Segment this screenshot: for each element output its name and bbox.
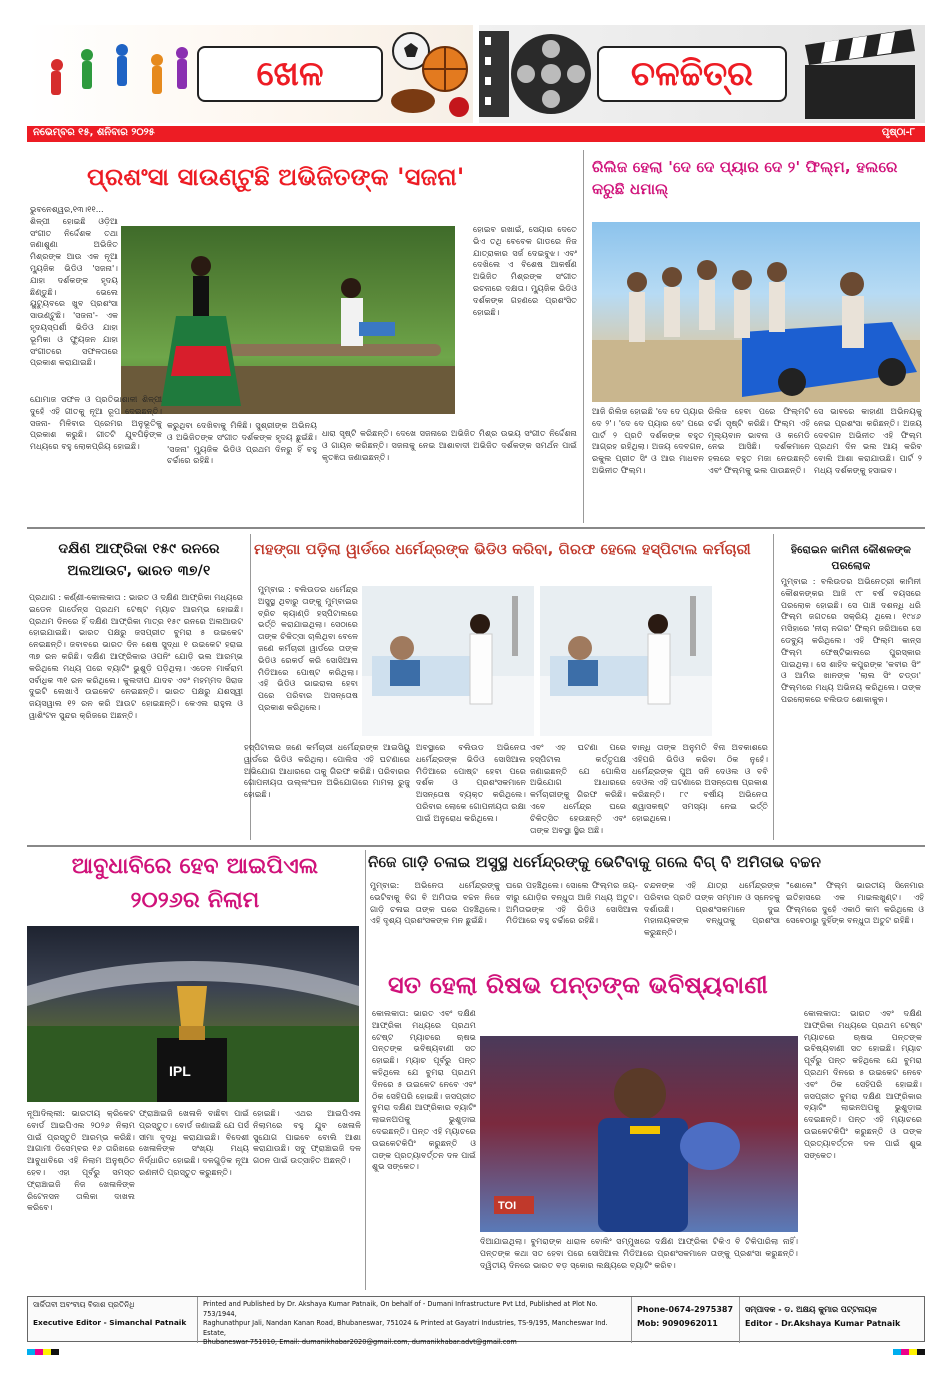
cricket-ball-icon bbox=[449, 97, 469, 117]
dede-story bbox=[588, 150, 925, 523]
footer-printer bbox=[198, 1297, 632, 1346]
pant-text-right: କୋଲକାତା: ଭାରତ ଏବଂ ଦକ୍ଷିଣ ଆଫ୍ରିକା ମଧ୍ୟରେ ପ୍ରଥମ ଟେଷ୍ଟ ମ୍ୟାଚରେ ଋଷଭ ପନ୍ତଙ୍କ ଭବିଷ୍ୟବାଣୀ ସତ ହୋଇଛି। ମ୍ୟାଚ ପୂର୍ବରୁ ପନ୍ତ କହିଥିଲେ ଯେ ବୁମରା ପ୍ରଥମ ଦିନରେ ୫ ଉଇକେଟ ନେବେ ଏବଂ ଠିକ ସେହିପରି ହୋଇଛି। ଜସପ୍ରୀତ ବୁମରା ଦକ୍ଷିଣ ଆଫ୍ରିକାର ବ୍ୟାଟିଂ ଲାଇନଅପକୁ ଭୁଶୁଡ଼ାଇ ଦେଇଛନ୍ତି। ପନ୍ତ ଏହି ମ୍ୟାଚରେ ଉଇକେଟକିପିଂ କରୁଛନ୍ତି ଓ ତାଙ୍କ ପ୍ରତ୍ୟାବର୍ତ୍ତନ ଦଳ ପାଇଁ ଶୁଭ ସଙ୍କେତ। bbox=[804, 1008, 922, 1160]
cricket-headline: ଦକ୍ଷିଣ ଆଫ୍ରିକା ୧୫୯ ରନରେ ଅଲଆଉଟ, ଭାରତ ୩୭/୧ bbox=[58, 541, 220, 579]
ipl-trophy-photo bbox=[27, 926, 359, 1102]
dede-headline: ରିଲିଜ ହେଲା 'ଦେ ଦେ ପ୍ୟାର ଦେ ୨' ଫିଲ୍ମ, ହଲରେ କରୁଛି ଧମାଲ୍ bbox=[592, 158, 898, 198]
ipl-story bbox=[27, 850, 362, 1290]
amitabh-col1: ମୁମ୍ବାଇ: ଅଭିନେତା ଧର୍ମେନ୍ଦ୍ରଙ୍କୁ ଭେଟିବାକୁ ବିଗ ବି ଅମିତାଭ ବଚ୍ଚନ ନିଜେ ଗାଡ଼ି ଚଳାଇ ତାଙ୍କ ଘରେ ପହଞ୍ଚିଥିଲେ। ଏହି ଦୃଶ୍ୟ ପ୍ରଶଂସକଙ୍କ ମନ ଛୁଇଁଛି। bbox=[370, 880, 500, 926]
dede-poster bbox=[592, 222, 920, 402]
amitabh-col2: ଘରେ ପହଞ୍ଚିଥିଲେ। ସୋଲେ ଫିଲ୍ମର ଜୟ-ବୀରୁ ଯୋଡ଼ିର ବନ୍ଧୁତା ଆଜି ମଧ୍ୟ ଅତୁଟ। ଅମିତାଭଙ୍କ ଏହି ଭିଡିଓ ସୋସିଆଲ ମିଡିଆରେ ବହୁ ଚର୍ଚ୍ଚାରେ ରହିଛି। bbox=[506, 880, 638, 926]
dharmendra-video-headline: ମହଙ୍ଗା ପଡ଼ିଲା ୱାର୍ଡରେ ଧର୍ମେନ୍ଦ୍ରଙ୍କ ଭିଡିଓ କରିବା, ଗିରଫ ହେଲେ ହସ୍ପିଟାଲ କର୍ମଚାରୀ bbox=[254, 542, 751, 558]
ipl-col3: ହୋଇଛି। ଏଥର ଆଇପିଏଲ ନିଲାମରେ ବହୁ ଯୁବ ଖେଳାଳି ସୁଯୋଗ ପାଇବେ ବୋଲି ଆଶା କରାଯାଉଛି। ସବୁ ଫ୍ରାଞ୍ଚାଇଜି ଦଳ ଗଠନ ପାଇଁ ଉତ୍ସାହିତ ଅଛନ୍ତି। bbox=[253, 1108, 361, 1166]
amitabh-headline: ନିଜେ ଗାଡ଼ି ଚଳାଇ ଅସୁସ୍ଥ ଧର୍ମେନ୍ଦ୍ରଙ୍କୁ ଭେଟିବାକୁ ଗଲେ ବିଗ୍ ବି ଅମିତାଭ ବଚ୍ଚନ bbox=[368, 853, 822, 871]
page-number: ପୃଷ୍ଠା-୮ bbox=[881, 127, 915, 138]
footer-mobile: Mob: 9090962011 bbox=[637, 1319, 718, 1328]
footer-exec-editor: Executive Editor - Simanchal Patnaik bbox=[33, 1318, 187, 1327]
pant-text: କୋଲକାତା: ଭାରତ ଏବଂ ଦକ୍ଷିଣ ଆଫ୍ରିକା ମଧ୍ୟରେ ପ୍ରଥମ ଟେଷ୍ଟ ମ୍ୟାଚରେ ଋଷଭ ପନ୍ତଙ୍କ ଭବିଷ୍ୟବାଣୀ ସତ ହୋଇଛି। ମ୍ୟାଚ ପୂର୍ବରୁ ପନ୍ତ କହିଥିଲେ ଯେ ବୁମରା ପ୍ରଥମ ଦିନରେ ୫ ଉଇକେଟ ନେବେ ଏବଂ ଠିକ ସେହିପରି ହୋଇଛି। ଜସପ୍ରୀତ ବୁମରା ଦକ୍ଷିଣ ଆଫ୍ରିକାର ବ୍ୟାଟିଂ ଲାଇନଅପକୁ ଭୁଶୁଡ଼ାଇ ଦେଇଛନ୍ତି। ପନ୍ତ ଏହି ମ୍ୟାଚରେ ଉଇକେଟକିପିଂ କରୁଛନ୍ତି ଓ ତାଙ୍କ ପ୍ରତ୍ୟାବର୍ତ୍ତନ ଦଳ ପାଇଁ ଶୁଭ ସଙ୍କେତ। bbox=[372, 1008, 476, 1172]
footer-left bbox=[28, 1297, 198, 1343]
footer-editor-en: Editor - Dr.Akshaya Kumar Patnaik bbox=[745, 1319, 901, 1328]
sajana-lower3: ଧାରା ସୃଷ୍ଟି କରିଛନ୍ତି। ଦେଖେ ସଜନାରେ ଅଭିଜିତ ମିଶ୍ର ଉଭୟ ସଂଗୀତ ନିର୍ଦ୍ଦେଶନା ଓ ଗାୟନ କରିଛନ୍ତି। ସଜନାକୁ ନେଇ ଆଶାବାଦୀ ଅଭିଜିତ ଦର୍ଶକଙ୍କ ସମର୍ଥନ ପାଇଁ କୃତଜ୍ଞତା ଜଣାଇଛନ୍ତି। bbox=[322, 428, 577, 462]
ipl-headline: ଆବୁଧାବିରେ ହେବ ଆଇପିଏଲ ୨୦୨୬ର ନିଲାମ bbox=[71, 854, 319, 913]
printer-line-1: Printed and Published by Dr. Akshaya Kumar Patnaik, On behalf of - Dumani Infrastructure Pvt Ltd, Published at Plot No. 753/1944, bbox=[203, 1300, 598, 1318]
ipl-col2: ଫ୍ରାଞ୍ଚାଇଜି ଖେଳାଳି ବାଛିବା ପାଇଁ ପ୍ରସ୍ତୁତ। ବୋର୍ଡ ଜଣାଇଛି ଯେ ପର୍ସ ସୀମା ବୃଦ୍ଧି କରାଯାଇଛି। ବିଦେଶୀ ଖେଳାଳିଙ୍କ ସଂଖ୍ୟା ମଧ୍ୟ ନିର୍ଦ୍ଧାରିତ ହୋଇଛି। ଦଳଗୁଡ଼ିକ ନୂଆ ରଣନୀତି ପ୍ରସ୍ତୁତ କରୁଛନ୍ତି। bbox=[139, 1108, 249, 1177]
printer-line-2: Raghunathpur Jali, Nandan Kanan Road, Bhubaneswar, 751024 & Printed at Gayatri Industries, TS-9/195, Mancheswar Ind. Estate, bbox=[203, 1319, 608, 1337]
dateline-bar bbox=[27, 126, 925, 142]
dharmendra-video-col2: ହସ୍ପିଟାଲର ଜଣେ କର୍ମଚାରୀ ଧର୍ମେନ୍ଦ୍ରଙ୍କ ଆଇସିୟୁ ୱାର୍ଡରେ ଭିଡିଓ କରିଥିଲା। ପୋଲିସ ଏହି ଘଟଣାରେ ଅଭିଯୋଗ ଆଧାରରେ ତାକୁ ଗିରଫ କରିଛି। ପରିବାରର ଗୋପନୀୟତା ଉଲ୍ଲଂଘନ ଅଭିଯୋଗରେ ମାମଲା ରୁଜୁ ହୋଇଛି। bbox=[244, 742, 410, 800]
ipl-col1: ନୂଆଦିଲ୍ଲୀ: ଭାରତୀୟ କ୍ରିକେଟ ବୋର୍ଡ ଆଇପିଏଲ ୨୦୨୬ ନିଲାମ ପାଇଁ ପ୍ରସ୍ତୁତି ଆରମ୍ଭ କରିଛି। ଆଗାମୀ ଡିସେମ୍ବର ୧୬ ତାରିଖରେ ଆବୁଧାବିରେ ଏହି ନିଲାମ ଅନୁଷ୍ଠିତ ହେବ। ଏହା ପୂର୍ବରୁ ସମସ୍ତ ଫ୍ରାଞ୍ଚାଇଜି ନିଜ ଖେଳାଳିଙ୍କ ରିଟେନସନ ତାଲିକା ଦାଖଲ କରିବେ। bbox=[27, 1108, 135, 1213]
sports-banner bbox=[27, 25, 473, 123]
pant-headline: ସତ ହେଲା ରିଷଭ ପନ୍ତଙ୍କ ଭବିଷ୍ୟବାଣୀ bbox=[388, 971, 768, 999]
dharmendra-video-col4: ଏବଂ ଏହ ଘଟଣା ପରେ ହସ୍ପିଟାଲ କର୍ତ୍ତୃପକ୍ଷ ଜଣାଇଛନ୍ତି ଯେ ପୋଲିସ ଅଭିଯୋଗ ଆଧାରରେ କର୍ମଚାରୀଙ୍କୁ ଗିରଫ କରିଛି। ଏବେ ଧର୍ମେନ୍ଦ୍ର ଘରେ ଚିକିତ୍ସିତ ହେଉଛନ୍ତି ଏବଂ ତାଙ୍କ ଅବସ୍ଥା ସ୍ଥିର ଅଛି। bbox=[530, 742, 626, 835]
kamini-text: ମୁମ୍ବାଇ : ବଲିଉଡର ଅଭିନେତ୍ରୀ କାମିନୀ କୌଶଳଙ୍କର ଆଜି ୯୮ ବର୍ଷ ବୟସରେ ପରଲୋକ ହୋଇଛି। ସେ ପାଞ୍ଚ ଦଶନ୍ଧି ଧରି ଫିଲ୍ମ ଜଗତରେ ସକ୍ରିୟ ଥିଲେ। ୧୯୪୬ ମସିହାରେ 'ନୀଚା ନଗର' ଫିଲ୍ମ ଜରିଆରେ ସେ ଡେବ୍ୟୁ କରିଥିଲେ। ଏହି ଫିଲ୍ମ କାନ୍ସ ଫିଲ୍ମ ଫେଷ୍ଟିଭାଲରେ ପୁରସ୍କାର ପାଇଥିଲା। ସେ ଶାହିଦ କପୁରଙ୍କ 'କବୀର ସିଂ' ଓ ଆମିର ଖାନଙ୍କ 'ଲାଲ ସିଂ ଚଡ୍ଡା' ଫିଲ୍ମରେ ମଧ୍ୟ ଅଭିନୟ କରିଥିଲେ। ତାଙ୍କ ପରଲୋକରେ ବଲିଉଡ ଶୋକାକୁଳ। bbox=[781, 576, 921, 704]
pant-story bbox=[368, 966, 925, 1290]
issue-date: ନଭେମ୍ବର ୧୫, ଶନିବାର ୨୦୨୫ bbox=[33, 127, 155, 138]
masthead bbox=[27, 25, 925, 123]
footer-reg-label: ସାର୍କିତାବୀ ଅବଂବୀୟ ବିକାଶ ପ୍ରତିନିଧି bbox=[33, 1300, 135, 1309]
sports-balls bbox=[383, 25, 473, 123]
sajana-photo bbox=[121, 226, 455, 414]
cricket-story bbox=[27, 534, 247, 840]
dede-text1: ଆଜି ରିଲିଜ ହୋଇଛି 'ଦେ ଦେ ପ୍ୟାର ଦେ ୨'। 'ଦେ ଦେ ପ୍ୟାର ଦେ' ପରେ ପାର୍ଟ ୨ ପ୍ରତି ଦର୍ଶକଙ୍କ ବହୁତ ଆଗ୍ରହ ରହିଥିଲା। ଅଜୟ ଦେବଗନ, ରକୁଲ ପ୍ରୀତ ସିଂ ଓ ଆର ମାଧବନ ଅଭିନୀତ ଫିଲ୍ମ। bbox=[592, 406, 704, 475]
dharmendra-photo-right bbox=[540, 586, 712, 736]
amitabh-story bbox=[368, 850, 925, 962]
footer-phone: Phone-0674-2975387 bbox=[637, 1305, 734, 1314]
pant-lower: ଦିଆଯାଇଥିଲା। ବୁମରାଙ୍କ ଧାରାଳ ବୋଲିଂ ସମ୍ମୁଖରେ ଦକ୍ଷିଣ ଆଫ୍ରିକା ଟିକିଏ ବି ଟିକିପାରିଲା ନାହିଁ। ପନ୍ତଙ୍କ କଥା ସତ ହେବା ପରେ ସୋସିଆଲ ମିଡିଆରେ ପ୍ରଶଂସକମାନେ ତାଙ୍କୁ ପ୍ରଶଂସା କରୁଛନ୍ତି। ଦ୍ୱିତୀୟ ଦିନରେ ଭାରତ ବଡ଼ ସ୍କୋର ଲକ୍ଷ୍ୟରେ ବ୍ୟାଟିଂ କରିବ। bbox=[480, 1236, 798, 1270]
svg-text:IPL: IPL bbox=[169, 1063, 191, 1079]
imprint-footer bbox=[27, 1296, 925, 1346]
registration-marks bbox=[27, 1349, 925, 1355]
dede-text3: ସେ ଭାବରେ କାହାଣୀ ଅଭିନୟକୁ ନେଇ ପ୍ରଶଂସା କରିଛନ୍ତି। ଅଜୟ ଦେବଗନ ଅଭିନୀତ ଏହି ଫିଲ୍ମ ପ୍ରଥମ ଦିନ ଭଲ ଆୟ କରିବ ବୋଲି ଆଶା କରାଯାଉଛି। ପାର୍ଟ ୨ ମଧ୍ୟ ଦର୍ଶକଙ୍କୁ ହସାଇବ। bbox=[814, 406, 922, 475]
dharmendra-video-col1: ମୁମ୍ବାଇ : ବଲିଉଡର ଧର୍ମେନ୍ଦ୍ର ଅସୁସ୍ଥ ଥିବାରୁ ତାଙ୍କୁ ମୁମ୍ବାଇର ବ୍ରିଚ କ୍ୟାଣ୍ଡି ହସ୍ପିଟାଲରେ ଭର୍ତ୍ତି କରାଯାଇଥିଲା। ସେଠାରେ ତାଙ୍କ ଚିକିତ୍ସା ଚାଲିଥିବା ବେଳେ ଜଣେ କର୍ମଚାରୀ ୱାର୍ଡରେ ତାଙ୍କ ଭିଡିଓ ରେକର୍ଡ କରି ସୋସିଆଲ ମିଡିଆରେ ପୋଷ୍ଟ କରିଥିଲା। ଏହି ଭିଡିଓ ଭାଇରାଲ ହେବା ପରେ ପରିବାର ଅସନ୍ତୋଷ ପ୍ରକାଶ କରିଥିଲେ। bbox=[258, 584, 358, 712]
cricket-text: ପ୍ରଥାଗ : କର୍ଣ୍ଣୀ-କୋଲକାତା : ଭାରତ ଓ ଦକ୍ଷିଣ ଆଫ୍ରିକା ମଧ୍ୟରେ ଇଡେନ ଗାର୍ଡେନ୍ସ ପ୍ରଥମ ଟେଷ୍ଟ ମ୍ୟାଚ ଆରମ୍ଭ ହୋଇଛି। ପ୍ରଥମ ଦିନରେ ହିଁ ଦକ୍ଷିଣ ଆଫ୍ରିକା ମାତ୍ର ୧୫୯ ରନରେ ଅଲଆଉଟ ହୋଇଯାଇଛି। ଭାରତ ପକ୍ଷରୁ ଜସପ୍ରୀତ ବୁମରା ୫ ଉଇକେଟ ନେଇଛନ୍ତି। ଜବାବରେ ଭାରତ ଦିନ ଶେଷ ସୁଦ୍ଧା ୧ ଉଇକେଟ ହରାଇ ୩୭ ରନ କରିଛି। ଦକ୍ଷିଣ ଆଫ୍ରିକାର ଓପନିଂ ଯୋଡ଼ି ଭଲ ଆରମ୍ଭ କରିଥିଲେ ମଧ୍ୟ ପରେ ବ୍ୟାଟିଂ ଭୁଶୁଡ଼ି ପଡ଼ିଥିଲା। ଏଡେନ ମାର୍କରାମ ସର୍ବାଧିକ ୩୧ ରନ କରିଥିଲେ। କୁଲଦୀପ ଯାଦବ ଏବଂ ମହମ୍ମଦ ସିରାଜ ଦୁଇଟି ଲେଖାଏଁ ଉଇକେଟ ନେଇଛନ୍ତି। ଭାରତ ପକ୍ଷରୁ ଯଶସ୍ୱୀ ଜୟସୱାଲ ୧୨ ରନ କରି ଆଉଟ ହୋଇଛନ୍ତି। କେଏଲ ରାହୁଲ ଓ ୱାଶିଂଟନ ସୁନ୍ଦର କ୍ରିଜରେ ଅଛନ୍ତି। bbox=[29, 592, 243, 720]
sajana-headline: ପ୍ରଶଂସା ସାଉଣ୍ଟୁଛି ଅଭିଜିତଙ୍କ 'ସଜନା' bbox=[87, 163, 465, 191]
amitabh-col4: "ଶୋଲେ" ଫିଲ୍ମ ଭାରତୀୟ ସିନେମାର ଇତିହାସରେ ଏକ ମାଇଲଖୁଣ୍ଟ। ଏହି ଫିଲ୍ମରେ ଦୁହେଁ ଏକାଠି କାମ କରିଥିଲେ ଓ ସେବେଠାରୁ ଦୁହିଁଙ୍କ ବନ୍ଧୁତା ଅତୁଟ ରହିଛି। bbox=[786, 880, 924, 926]
amitabh-col3: ଚନ୍ଦନଙ୍କ ଏହି ଯାତ୍ରା ଧର୍ମେନ୍ଦ୍ରଙ୍କ ପରିବାର ପ୍ରତି ତାଙ୍କ ସମ୍ମାନ ଓ ସ୍ନେହକୁ ଦର୍ଶାଉଛି। ପ୍ରଶଂସକମାନେ ଦୁଇ ମହାନାୟକଙ୍କ ବନ୍ଧୁତାକୁ ପ୍ରଶଂସା କରୁଛନ୍ତି। bbox=[644, 880, 780, 938]
rugby-ball-icon bbox=[391, 89, 435, 113]
dharmendra-video-col5: ବାନ୍ଧି ତାଙ୍କ ଅନୁମତି ବିନା ଅବକାଶରେ ଏହିପରି ଭିଡିଓ କରିବା ଠିକ ନୁହେଁ। ଧର୍ମେନ୍ଦ୍ରଙ୍କ ପୁଅ ସନି ଦେଓଲ ଓ ବବି ଦେଓଲ ଏହି ଘଟଣାରେ ଅସନ୍ତୋଷ ପ୍ରକାଶ କରିଛନ୍ତି। ୮୯ ବର୍ଷୀୟ ଅଭିନେତା ଶ୍ୱାସକଷ୍ଟ ସମସ୍ୟା ନେଇ ଭର୍ତ୍ତି ହୋଇଥିଲେ। bbox=[632, 742, 768, 823]
printer-line-3: Bhubaneswar-751010, Email: dumanikhabar2020@gmail.com, dumanikhabar.advt@gmail.com bbox=[203, 1338, 517, 1346]
sajana-lower1: ଯୋମାଜ ସଫଳ ଓ ପ୍ରତିଭାଶାଳୀ ଶିଳ୍ପୀ ଦୁହେଁ ଏହି ଗୀତକୁ ନୂଆ ରୂପ ଦେଇଛନ୍ତି। ସଜନା- ମିଳିବାର ପ୍ରେମର ଅନୁଭୂତିକୁ ପ୍ରକାଶ କରୁଛି। ଗୀତଟି ଯୁବପିଢ଼ିଙ୍କ ମଧ୍ୟରେ ବହୁ ଲୋକପ୍ରିୟ ହୋଇଛି। bbox=[30, 394, 162, 452]
kamini-story bbox=[777, 534, 925, 840]
clapperboard-icon bbox=[795, 25, 925, 123]
dharmendra-photo-left bbox=[362, 586, 534, 736]
dharmendra-video-story bbox=[244, 534, 770, 840]
svg-text:TOI: TOI bbox=[498, 1200, 517, 1212]
sajana-col1: ଭୁବନେଶ୍ୱର,୧୩।୧୧... ଶିଳ୍ପୀ ହୋଇଛି ଓଡ଼ିଆ ସଂଗୀତ ନିର୍ଦ୍ଦେଶକ ତଥା ଜଣାଶୁଣା ଅଭିଜିତ ମିଶ୍ରଙ୍କ ଆଉ ଏକ ନୂଆ ମ୍ୟୁଜିକ ଭିଡିଓ 'ସଜନା'। ଯାହା ଦର୍ଶକଙ୍କ ହୃଦୟ ଛିଣ୍ଡୁଛି। ଭେଲେ ୟୁଟ୍ୟୁବରେ ଖୁବ ପ୍ରଶଂସା ସାଉଣ୍ଟୁଛି। 'ସଜନା'- ଏକ ହୃଦୟସ୍ପର୍ଶୀ ଭିଡିଓ ଯାହା ଭୂମିକା ଓ ଫ୍ୟୁଜନ ଯାହା ସଂଗୀତରେ ସଫଳତାରେ ପ୍ରକାଶ କରାଯାଇଛି। bbox=[30, 204, 118, 368]
cinema-banner bbox=[479, 25, 925, 123]
sports-section-title: ଖେଳ bbox=[197, 46, 383, 102]
footer-editor-odia: ସମ୍ପାଦକ - ଡ. ଅକ୍ଷୟ କୁମାର ପଟ୍ଟନାୟକ bbox=[745, 1305, 877, 1314]
sajana-story bbox=[27, 150, 580, 523]
dharmendra-video-col3: ଅବସ୍ଥାରେ ବଲିଉଡ ଅଭିନେତା ଧର୍ମେନ୍ଦ୍ରଙ୍କ ଭିଡିଓ ସୋସିଆଲ ମିଡିଆରେ ପୋଷ୍ଟ ହେବା ପରେ ଦର୍ଶକ ଓ ପ୍ରଶଂସକମାନେ ଅସନ୍ତୋଷ ବ୍ୟକ୍ତ କରିଥିଲେ। ପରିବାର ଲୋକେ ଗୋପନୀୟତା ରକ୍ଷା ପାଇଁ ଅନୁରୋଧ କରିଥିଲେ। bbox=[416, 742, 526, 823]
kamini-headline: ହିରୋଇନ କାମିନୀ କୌଶଳଙ୍କ ପରଲୋକ bbox=[790, 544, 912, 572]
pant-photo bbox=[480, 1036, 798, 1232]
sajana-lower2: କରୁଥିବା ଦେଖିବାକୁ ମିଳିଛି। ସୁଶ୍ରୀଙ୍କ ଅଭିନୟ ଓ ଅଭିଜିତଙ୍କ ସଂଗୀତ ଦର୍ଶକଙ୍କ ହୃଦୟ ଛୁଇଁଛି। 'ସଜନା' ମ୍ୟୁଜିକ ଭିଡିଓ ପ୍ରଥମ ଦିନରୁ ହିଁ ବହୁ ଚର୍ଚ୍ଚାରେ ରହିଛି। bbox=[167, 420, 317, 466]
film-reel-icon bbox=[479, 25, 599, 123]
dede-text2: ରିଲିଜ ହେବା ପରେ ଫିଲ୍ମଟି ଚର୍ଚ୍ଚା ସୃଷ୍ଟି କରିଛି। ଫିଲ୍ମ ଏହି ମୂଲ୍ୟବାନ ଭାବନା ଓ କମେଡି ନେଇ ଆସିଛି। ଦର୍ଶକମାନେ ହଲରେ ବହୁତ ମଜା ନେଉଛନ୍ତି ଏବଂ ଫିଲ୍ମକୁ ଭଲ ପାଉଛନ୍ତି। bbox=[708, 406, 810, 475]
cinema-section-title: ଚଳଚ୍ଚିତ୍ର bbox=[597, 46, 787, 102]
footer-contact bbox=[632, 1297, 740, 1343]
footer-editor bbox=[740, 1297, 926, 1343]
sajana-col2: ହୋଇବ ରଖାଇଁ, ସେୟାର ଦେତେ ଭିଏ ତଥି ବେବେକ ଗାଡରେ ନିଜ ଯାତ୍ରାକାର ସର୍ଜ ଦେଇବୁଝ। ଏବଂ ଦେଖିଲେ ଏ ବିଶେଷ ଆକର୍ଷଣ ଅଭିଜିତ ମିଶ୍ରଙ୍କ ସଂଗୀତ ରଚନାରେ ଦକ୍ଷତା। ମ୍ୟୁଜିକ ଭିଡିଓ ଦର୍ଶକଙ୍କ ଗହଣରେ ପ୍ରଶଂସିତ ହୋଇଛି। bbox=[473, 224, 577, 317]
